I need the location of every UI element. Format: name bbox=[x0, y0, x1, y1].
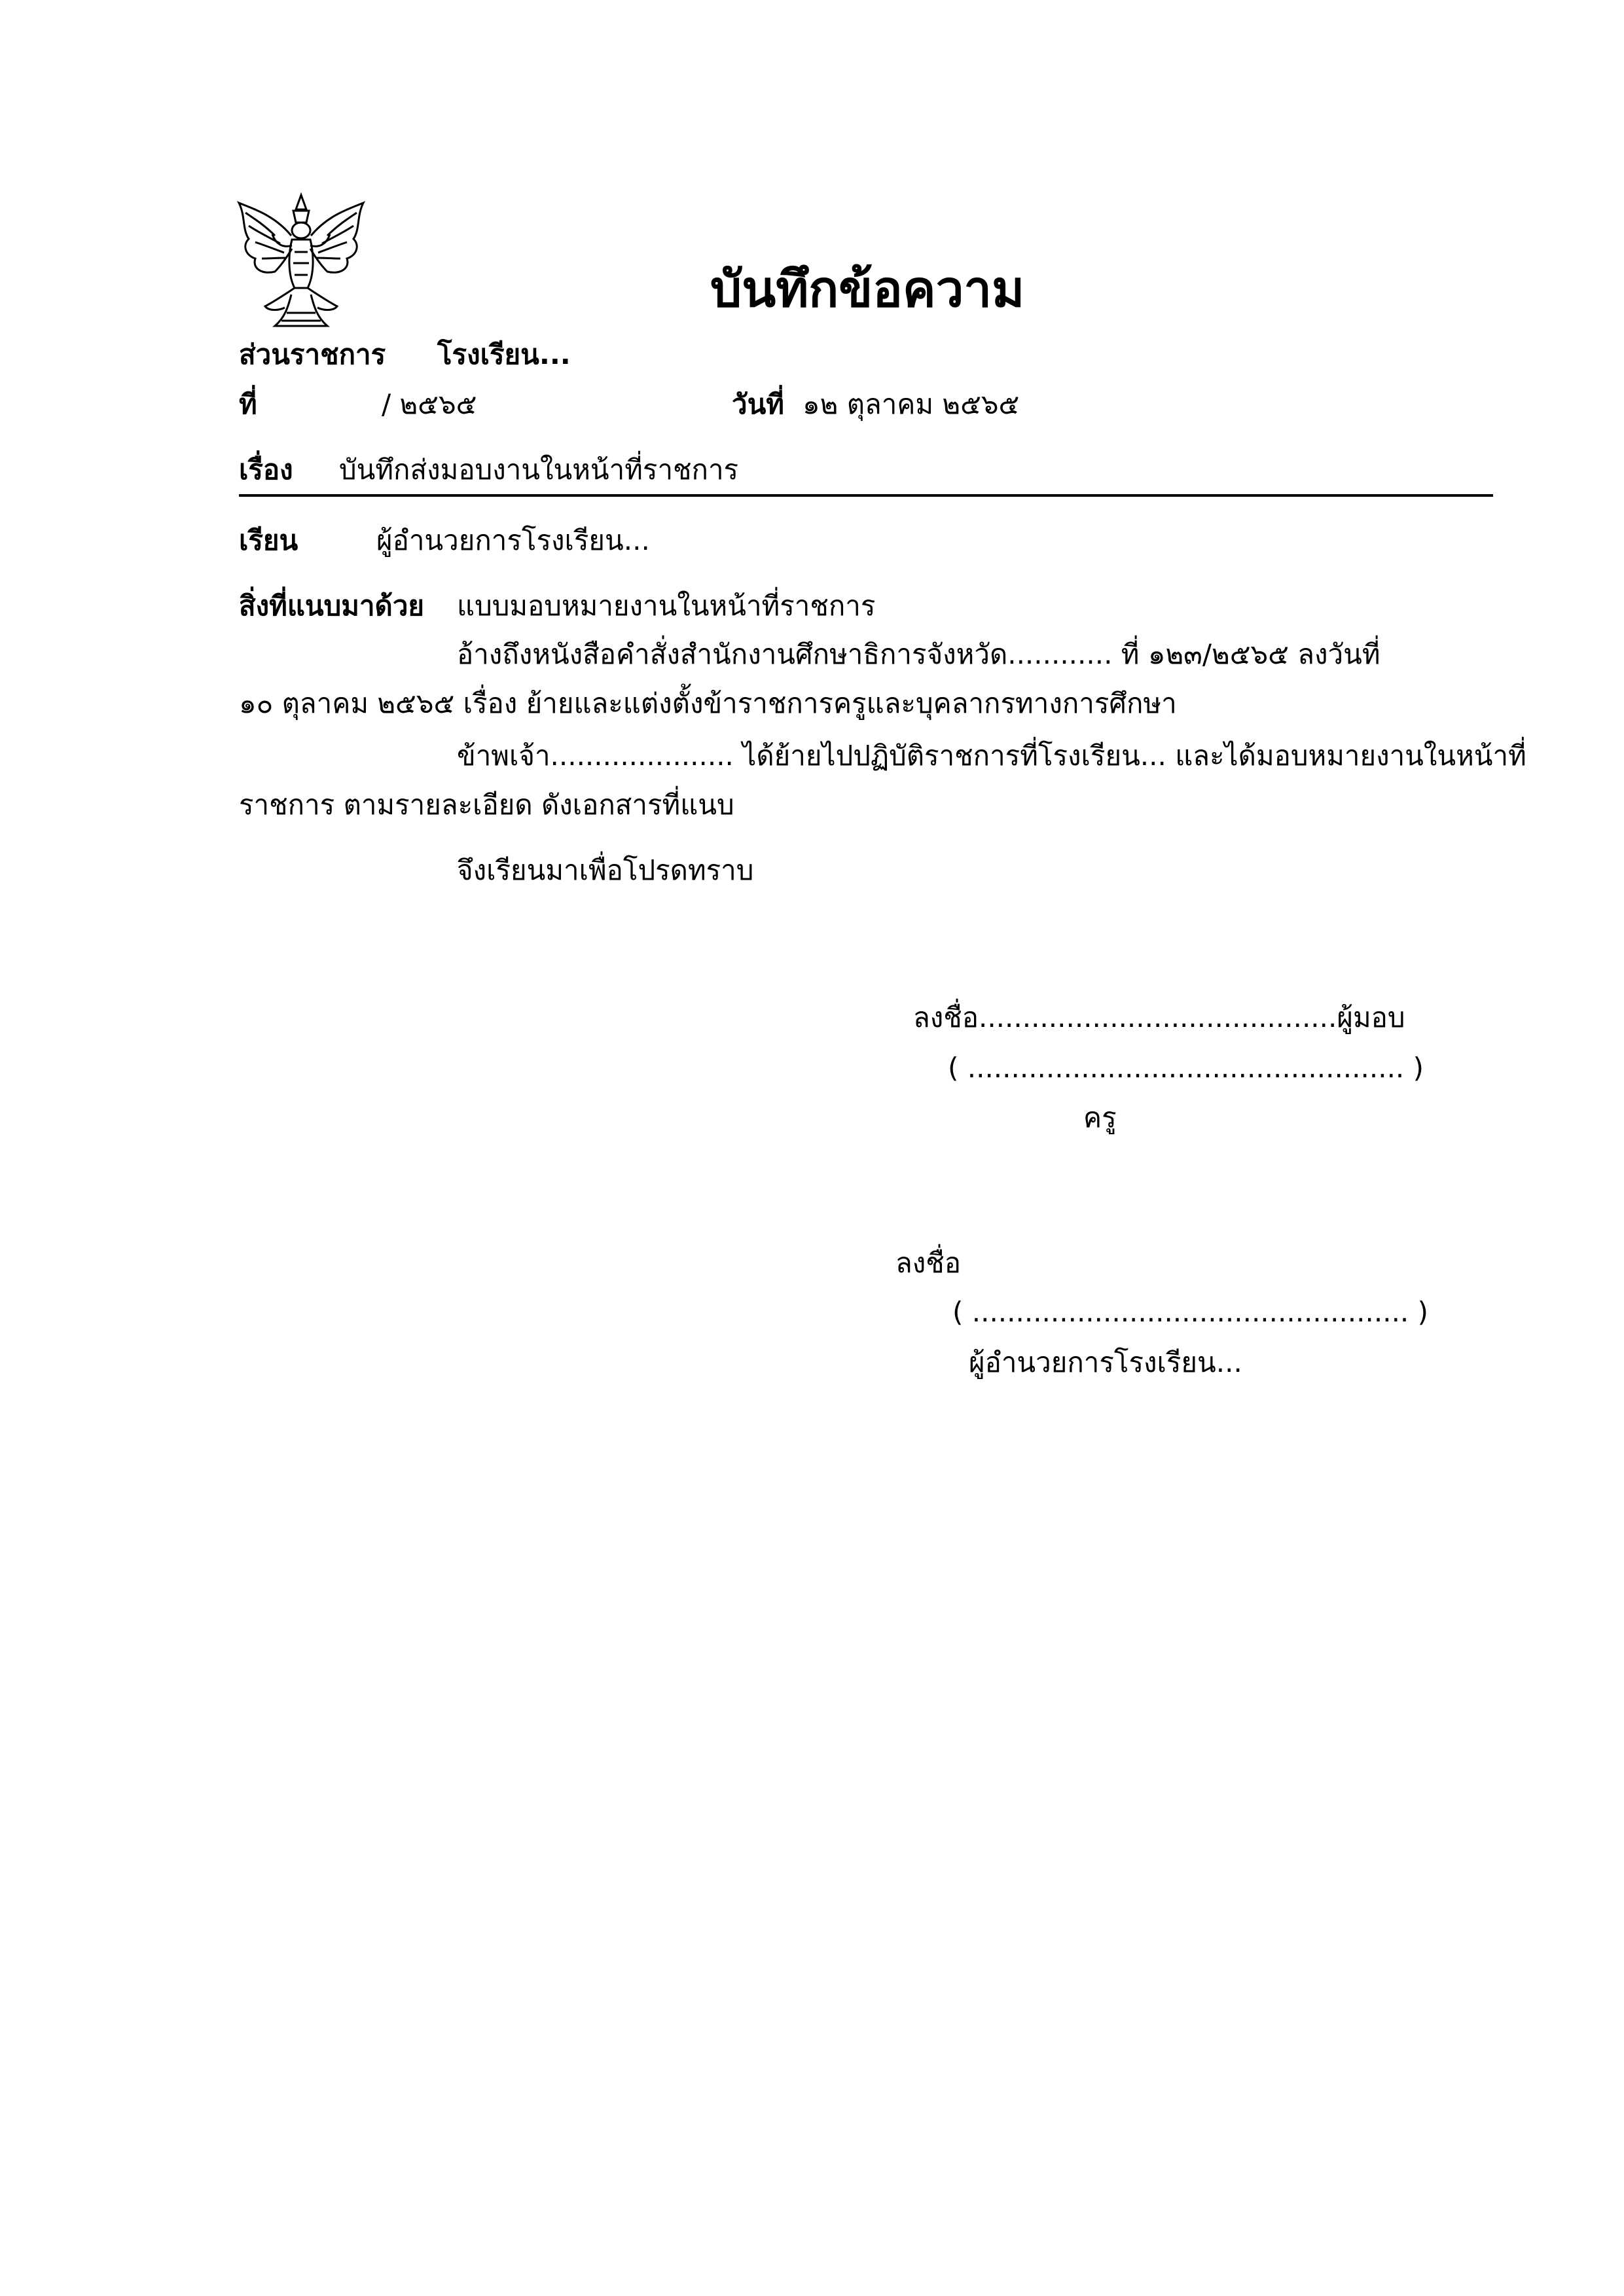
body-para2-line2: ราชการ ตามรายละเอียด ดังเอกสารที่แนบ bbox=[239, 789, 734, 821]
signature1-line: ลงชื่อ.........................................ผู้มอบ bbox=[913, 1001, 1405, 1033]
garuda-emblem-icon bbox=[229, 190, 373, 332]
signature2-position: ผู้อำนวยการโรงเรียน... bbox=[969, 1346, 1242, 1378]
closing-text: จึงเรียนมาเพื่อโปรดทราบ bbox=[457, 854, 754, 886]
signature1-position: ครู bbox=[1083, 1102, 1117, 1134]
header-divider bbox=[239, 494, 1493, 497]
subject-label: เรื่อง bbox=[239, 454, 293, 486]
signature1-name: ( .................................................. ) bbox=[948, 1052, 1424, 1084]
attachment-label: สิ่งที่แนบมาด้วย bbox=[239, 590, 425, 622]
department-value: โรงเรียน... bbox=[437, 338, 571, 370]
to-label: เรียน bbox=[239, 524, 298, 556]
signature2-name: ( .................................................. ) bbox=[952, 1296, 1429, 1328]
subject-value: บันทึกส่งมอบงานในหน้าที่ราชการ bbox=[339, 454, 739, 486]
body-para1-line1: อ้างถึงหนังสือคำสั่งสำนักงานศึกษาธิการจังหวัด............ ที่ ๑๒๓/๒๕๖๕ ลงวันที่ bbox=[457, 638, 1380, 670]
date-value: ๑๒ ตุลาคม ๒๕๖๕ bbox=[803, 388, 1020, 420]
memo-title: บันทึกข้อความ bbox=[710, 260, 1025, 318]
ref-label: ที่ bbox=[239, 388, 257, 420]
to-value: ผู้อำนวยการโรงเรียน... bbox=[376, 524, 650, 556]
body-para2-line1: ข้าพเจ้า..................... ได้ย้ายไปปฏิบัติราชการที่โรงเรียน... และได้มอบหมายงานในหน้าที่ bbox=[457, 740, 1526, 772]
body-para1-line2: ๑๐ ตุลาคม ๒๕๖๕ เรื่อง ย้ายและแต่งตั้งข้าราชการครูและบุคลากรทางการศึกษา bbox=[239, 687, 1177, 719]
ref-value: / ๒๕๖๕ bbox=[382, 388, 477, 420]
attachment-value: แบบมอบหมายงานในหน้าที่ราชการ bbox=[457, 590, 876, 622]
department-label: ส่วนราชการ bbox=[239, 338, 386, 370]
date-label: วันที่ bbox=[732, 388, 784, 420]
signature2-line: ลงชื่อ bbox=[895, 1247, 961, 1279]
